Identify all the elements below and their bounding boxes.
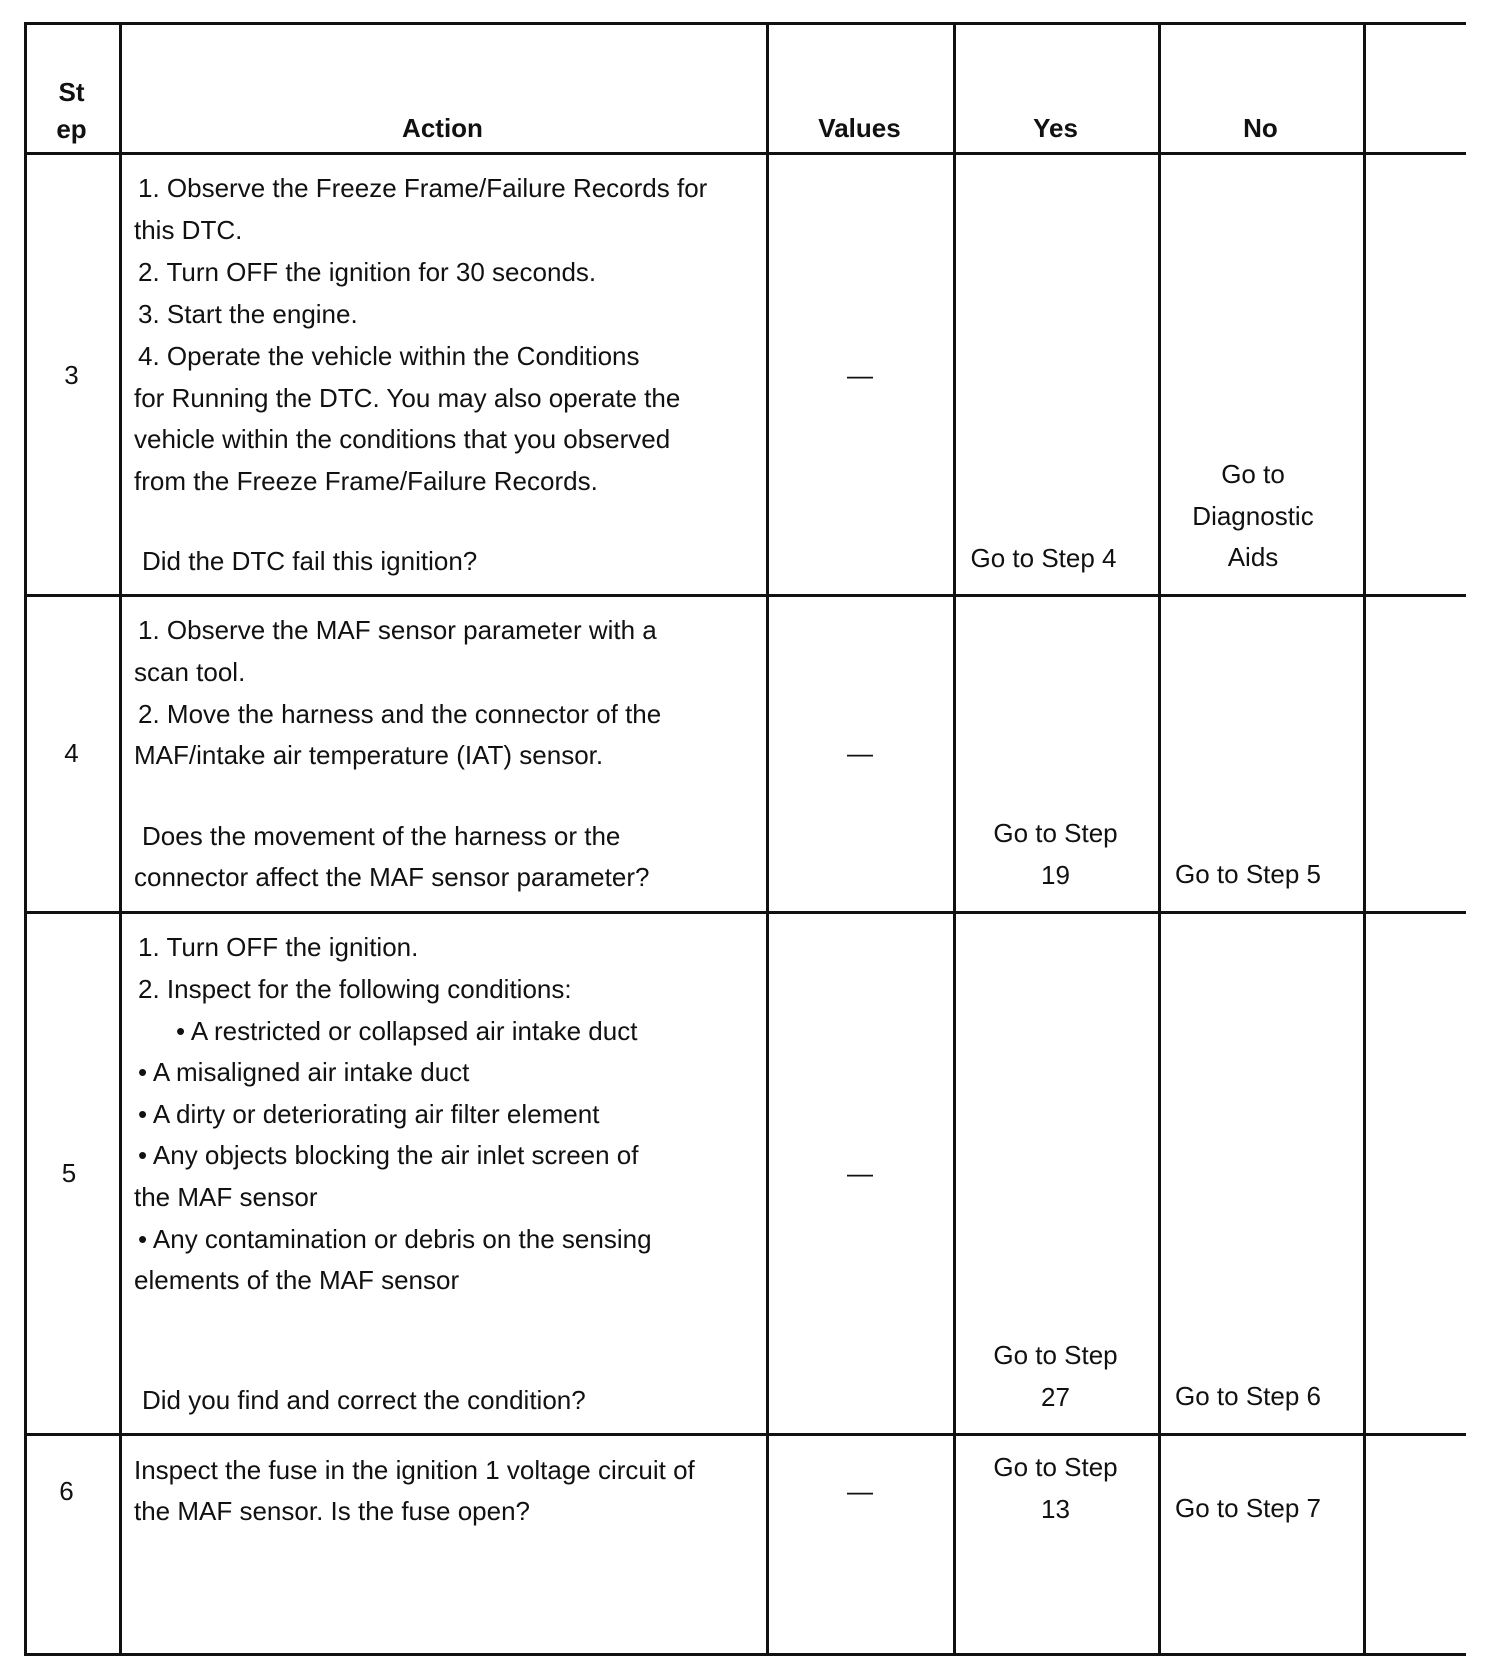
value-dash: — — [847, 1476, 873, 1506]
action-line: 1. Turn OFF the ignition. — [138, 932, 419, 962]
no-outcome — [1158, 1488, 1338, 1530]
action-line: 2. Move the harness and the connector of the — [138, 699, 662, 729]
yes-outcome-line: 27 — [1041, 1381, 1070, 1412]
row-divider — [24, 1433, 1466, 1436]
action-bullet: • A misaligned air intake duct — [138, 1057, 470, 1087]
action-line: 3. Start the engine. — [138, 299, 358, 329]
action-line: Inspect the fuse in the ignition 1 voltage circuit of — [134, 1455, 695, 1485]
action-line: the MAF sensor. Is the fuse open? — [134, 1496, 531, 1526]
value-dash: — — [847, 1158, 873, 1188]
action-bullet: • A restricted or collapsed air intake duct — [176, 1016, 638, 1046]
action-line: the MAF sensor — [134, 1182, 318, 1212]
action-line: elements of the MAF sensor — [134, 1265, 460, 1295]
no-outcome-line: Go to Step 5 — [1175, 859, 1321, 889]
step-number: 5 — [61, 1158, 77, 1188]
step-number: 6 — [59, 1476, 74, 1506]
step-number: 3 — [64, 360, 79, 390]
yes-outcome-line: Go to Step — [993, 818, 1118, 848]
table-border-top — [24, 22, 1466, 25]
no-outcome-line: Aids — [1227, 542, 1279, 572]
action-line: MAF/intake air temperature (IAT) sensor. — [134, 740, 604, 770]
yes-outcome-line: Go to Step — [993, 1340, 1118, 1370]
diagnostic-table — [24, 22, 1466, 1656]
table-border-left — [24, 22, 27, 1656]
action-question: Did the DTC fail this ignition? — [142, 546, 478, 576]
yes-outcome — [953, 1335, 1158, 1418]
column-divider — [766, 22, 769, 1656]
yes-outcome-line: Go to Step 4 — [970, 543, 1117, 573]
header-values: Values — [818, 113, 901, 143]
action-line: for Running the DTC. You may also operate the — [134, 383, 681, 413]
yes-outcome-line: 19 — [1041, 859, 1070, 890]
action-bullet: • A dirty or deteriorating air filter element — [138, 1099, 600, 1129]
action-bullet: • Any contamination or debris on the sensing — [138, 1224, 652, 1254]
column-divider — [119, 22, 122, 1656]
action-line: 1. Observe the Freeze Frame/Failure Records for — [138, 173, 708, 203]
no-outcome — [1158, 454, 1348, 579]
action-line: 2. Inspect for the following conditions: — [138, 974, 572, 1004]
header-divider — [24, 152, 1466, 155]
value-dash: — — [847, 360, 873, 390]
action-question: Did you find and correct the condition? — [142, 1385, 586, 1415]
action-line: 1. Observe the MAF sensor parameter with a — [138, 615, 657, 645]
no-outcome-line: Go to — [1221, 459, 1285, 489]
header-action: Action — [402, 113, 483, 143]
action-question: connector affect the MAF sensor parameter? — [134, 862, 650, 892]
no-outcome — [1158, 1376, 1338, 1418]
yes-outcome-line: 13 — [1041, 1493, 1070, 1524]
no-outcome — [1158, 854, 1338, 896]
yes-outcome — [953, 813, 1158, 896]
header-step-line2: ep — [56, 114, 87, 144]
header-step-line1: St — [58, 77, 85, 107]
table-border-right — [1363, 22, 1366, 1656]
no-outcome-line: Go to Step 6 — [1175, 1381, 1321, 1411]
row-divider — [24, 911, 1466, 914]
action-line: vehicle within the conditions that you observed — [134, 424, 671, 454]
header-step — [24, 74, 119, 148]
header-yes: Yes — [1033, 113, 1078, 143]
action-line: 2. Turn OFF the ignition for 30 seconds. — [138, 257, 597, 287]
row-divider — [24, 594, 1466, 597]
no-outcome-line: Diagnostic — [1192, 500, 1314, 531]
yes-outcome — [953, 536, 1134, 581]
action-line: from the Freeze Frame/Failure Records. — [134, 466, 598, 496]
action-line: this DTC. — [134, 215, 243, 245]
action-line: 4. Operate the vehicle within the Conditions — [138, 341, 640, 371]
value-dash: — — [847, 738, 873, 768]
yes-outcome — [953, 1447, 1158, 1530]
yes-outcome-line: Go to Step — [993, 1452, 1118, 1482]
no-outcome-line: Go to Step 7 — [1175, 1493, 1321, 1523]
action-line: scan tool. — [134, 657, 246, 687]
action-bullet: • Any objects blocking the air inlet screen of — [138, 1140, 639, 1170]
table-border-bottom — [24, 1653, 1466, 1656]
header-no: No — [1243, 113, 1278, 143]
action-question: Does the movement of the harness or the — [142, 821, 621, 851]
step-number: 4 — [64, 738, 79, 768]
